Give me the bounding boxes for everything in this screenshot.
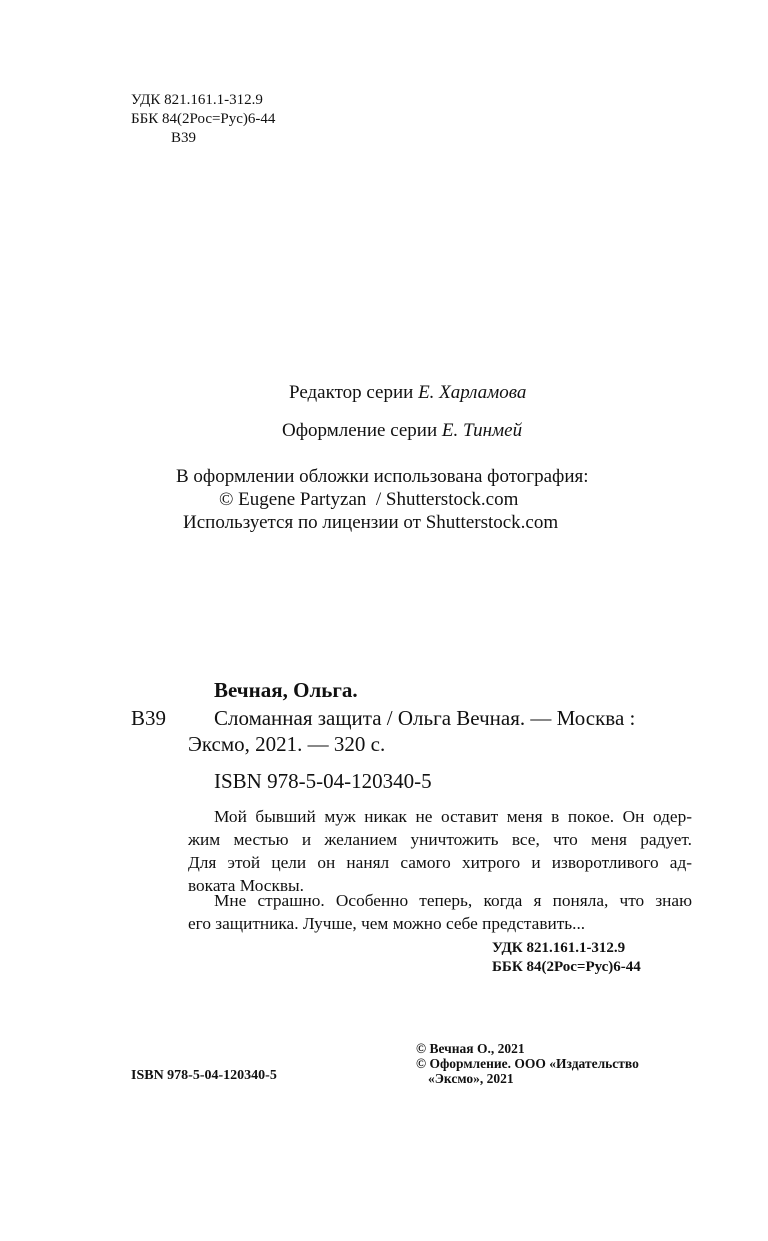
annotation-line: воката Москвы.: [188, 876, 304, 895]
author-mark-top: В39: [171, 130, 197, 146]
catalog-isbn: ISBN 978-5-04-120340-5: [214, 769, 432, 793]
udk-code-top: УДК 821.161.1-312.9: [131, 92, 263, 108]
cover-photo-line: В оформлении обложки использована фотография:: [176, 466, 589, 487]
annotation-line: Для этой цели он нанял самого хитрого и изворотливого ад-: [188, 853, 692, 872]
photo-credit-line: © Eugene Partyzan / Shutterstock.com: [219, 489, 519, 510]
annotation-line: жим местью и желанием уничтожить все, что меня радует.: [188, 830, 692, 849]
catalog-title-line-1: Сломанная защита / Ольга Вечная. — Москва :: [214, 706, 636, 730]
license-line: Используется по лицензии от Shutterstock.com: [183, 512, 559, 533]
bbk-code-catalog: ББК 84(2Рос=Рус)6-44: [492, 959, 641, 975]
series-design-line: [282, 419, 522, 443]
footer-isbn: ISBN 978-5-04-120340-5: [131, 1068, 277, 1083]
series-design-label: Оформление серии: [282, 420, 438, 441]
series-design-name: Е. Тинмей: [441, 420, 523, 441]
catalog-author: Вечная, Ольга.: [214, 678, 358, 702]
catalog-author-mark: В39: [131, 706, 167, 730]
annotation-line: его защитника. Лучше, чем можно себе представить...: [188, 914, 586, 933]
annotation-line: Мой бывший муж никак не оставит меня в покое. Он одер-: [214, 807, 692, 826]
bbk-code-top: ББК 84(2Рос=Рус)6-44: [131, 111, 276, 127]
series-editor-line: [289, 381, 526, 405]
series-editor-label: Редактор серии: [289, 382, 414, 403]
catalog-title-line-2: Эксмо, 2021. — 320 с.: [188, 732, 386, 756]
copyright-author: © Вечная О., 2021: [416, 1041, 525, 1056]
copyright-design-line-1: © Оформление. ООО «Издательство: [416, 1056, 639, 1071]
annotation-line: Мне страшно. Особенно теперь, когда я поняла, что знаю: [214, 891, 692, 910]
copyright-design-line-2: «Эксмо», 2021: [428, 1071, 514, 1086]
series-editor-name: Е. Харламова: [418, 382, 527, 403]
udk-code-catalog: УДК 821.161.1-312.9: [492, 940, 626, 956]
